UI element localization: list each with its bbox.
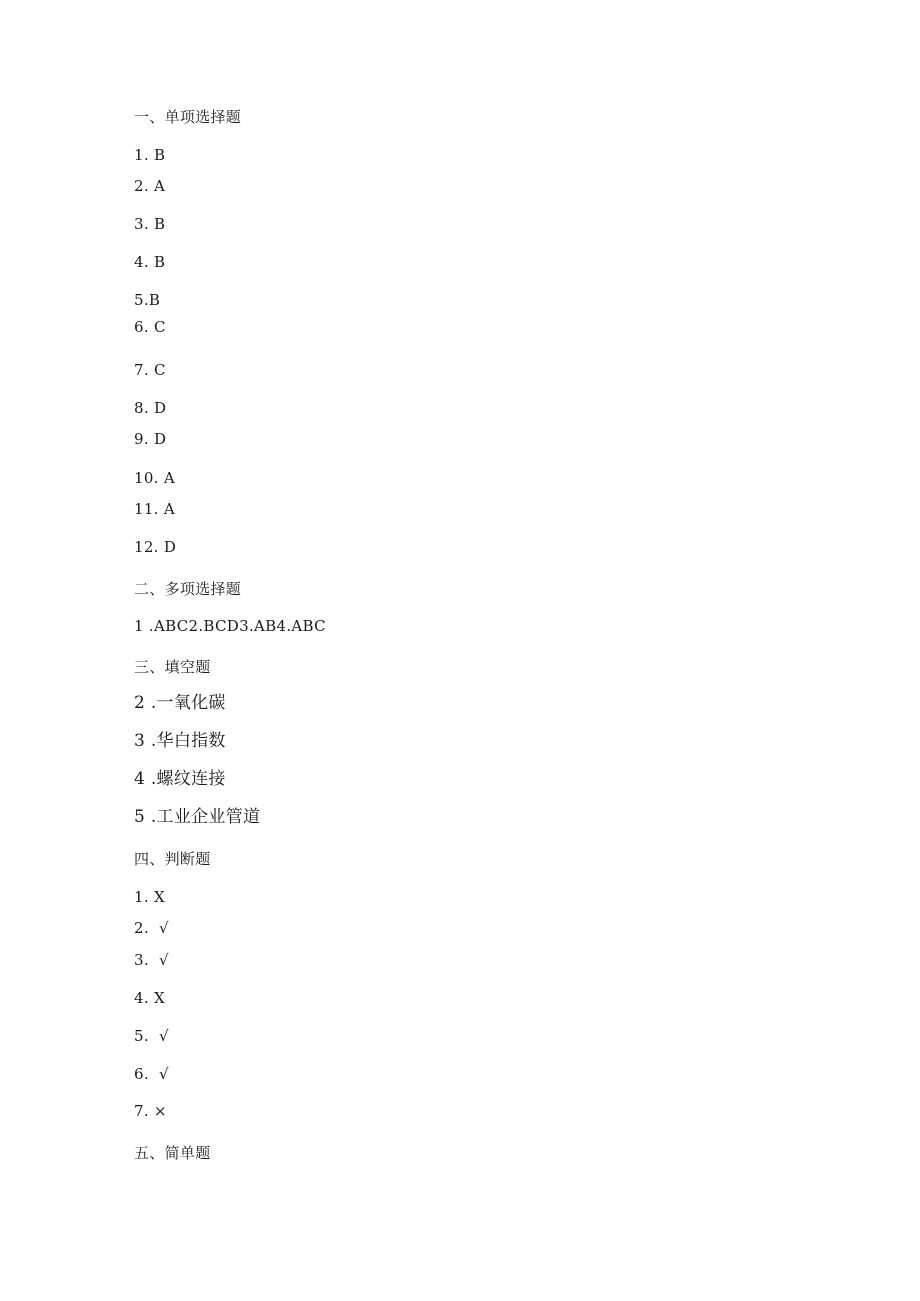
answer-item: 7. × <box>134 1102 167 1120</box>
section-title-single-choice: 一、单项选择题 <box>134 108 242 126</box>
answer-item: 10. A <box>134 469 175 487</box>
answer-item: 6. √ <box>134 1065 169 1083</box>
answer-item: 6. C <box>134 318 166 336</box>
answer-item: 4. B <box>134 253 166 271</box>
section-title-multiple-choice: 二、多项选择题 <box>134 580 242 598</box>
section-title-fill-blank: 三、填空题 <box>134 658 211 676</box>
section-title-short-answer: 五、简单题 <box>134 1144 211 1162</box>
answer-item: 11. A <box>134 500 175 518</box>
answer-item: 4. X <box>134 989 165 1007</box>
answer-item: 5. √ <box>134 1027 169 1045</box>
answer-item: 3. √ <box>134 951 169 969</box>
answer-item: 7. C <box>134 361 166 379</box>
answer-item: 4 .螺纹连接 <box>134 769 226 789</box>
answer-item: 3. B <box>134 215 166 233</box>
answer-item: 12. D <box>134 538 177 556</box>
answer-item: 1. B <box>134 146 166 164</box>
answer-item: 2. √ <box>134 919 169 937</box>
answer-item: 5.B <box>134 291 161 309</box>
answer-item: 1. X <box>134 888 165 906</box>
answer-item: 9. D <box>134 430 167 448</box>
answer-item: 5 .工业企业管道 <box>134 807 261 827</box>
answer-item: 3 .华白指数 <box>134 731 226 751</box>
answer-item: 2. A <box>134 177 166 195</box>
answer-item: 1 .ABC2.BCD3.AB4.ABC <box>134 617 326 635</box>
answer-item: 2 .一氧化碳 <box>134 693 226 713</box>
answer-item: 8. D <box>134 399 167 417</box>
section-title-true-false: 四、判断题 <box>134 850 211 868</box>
